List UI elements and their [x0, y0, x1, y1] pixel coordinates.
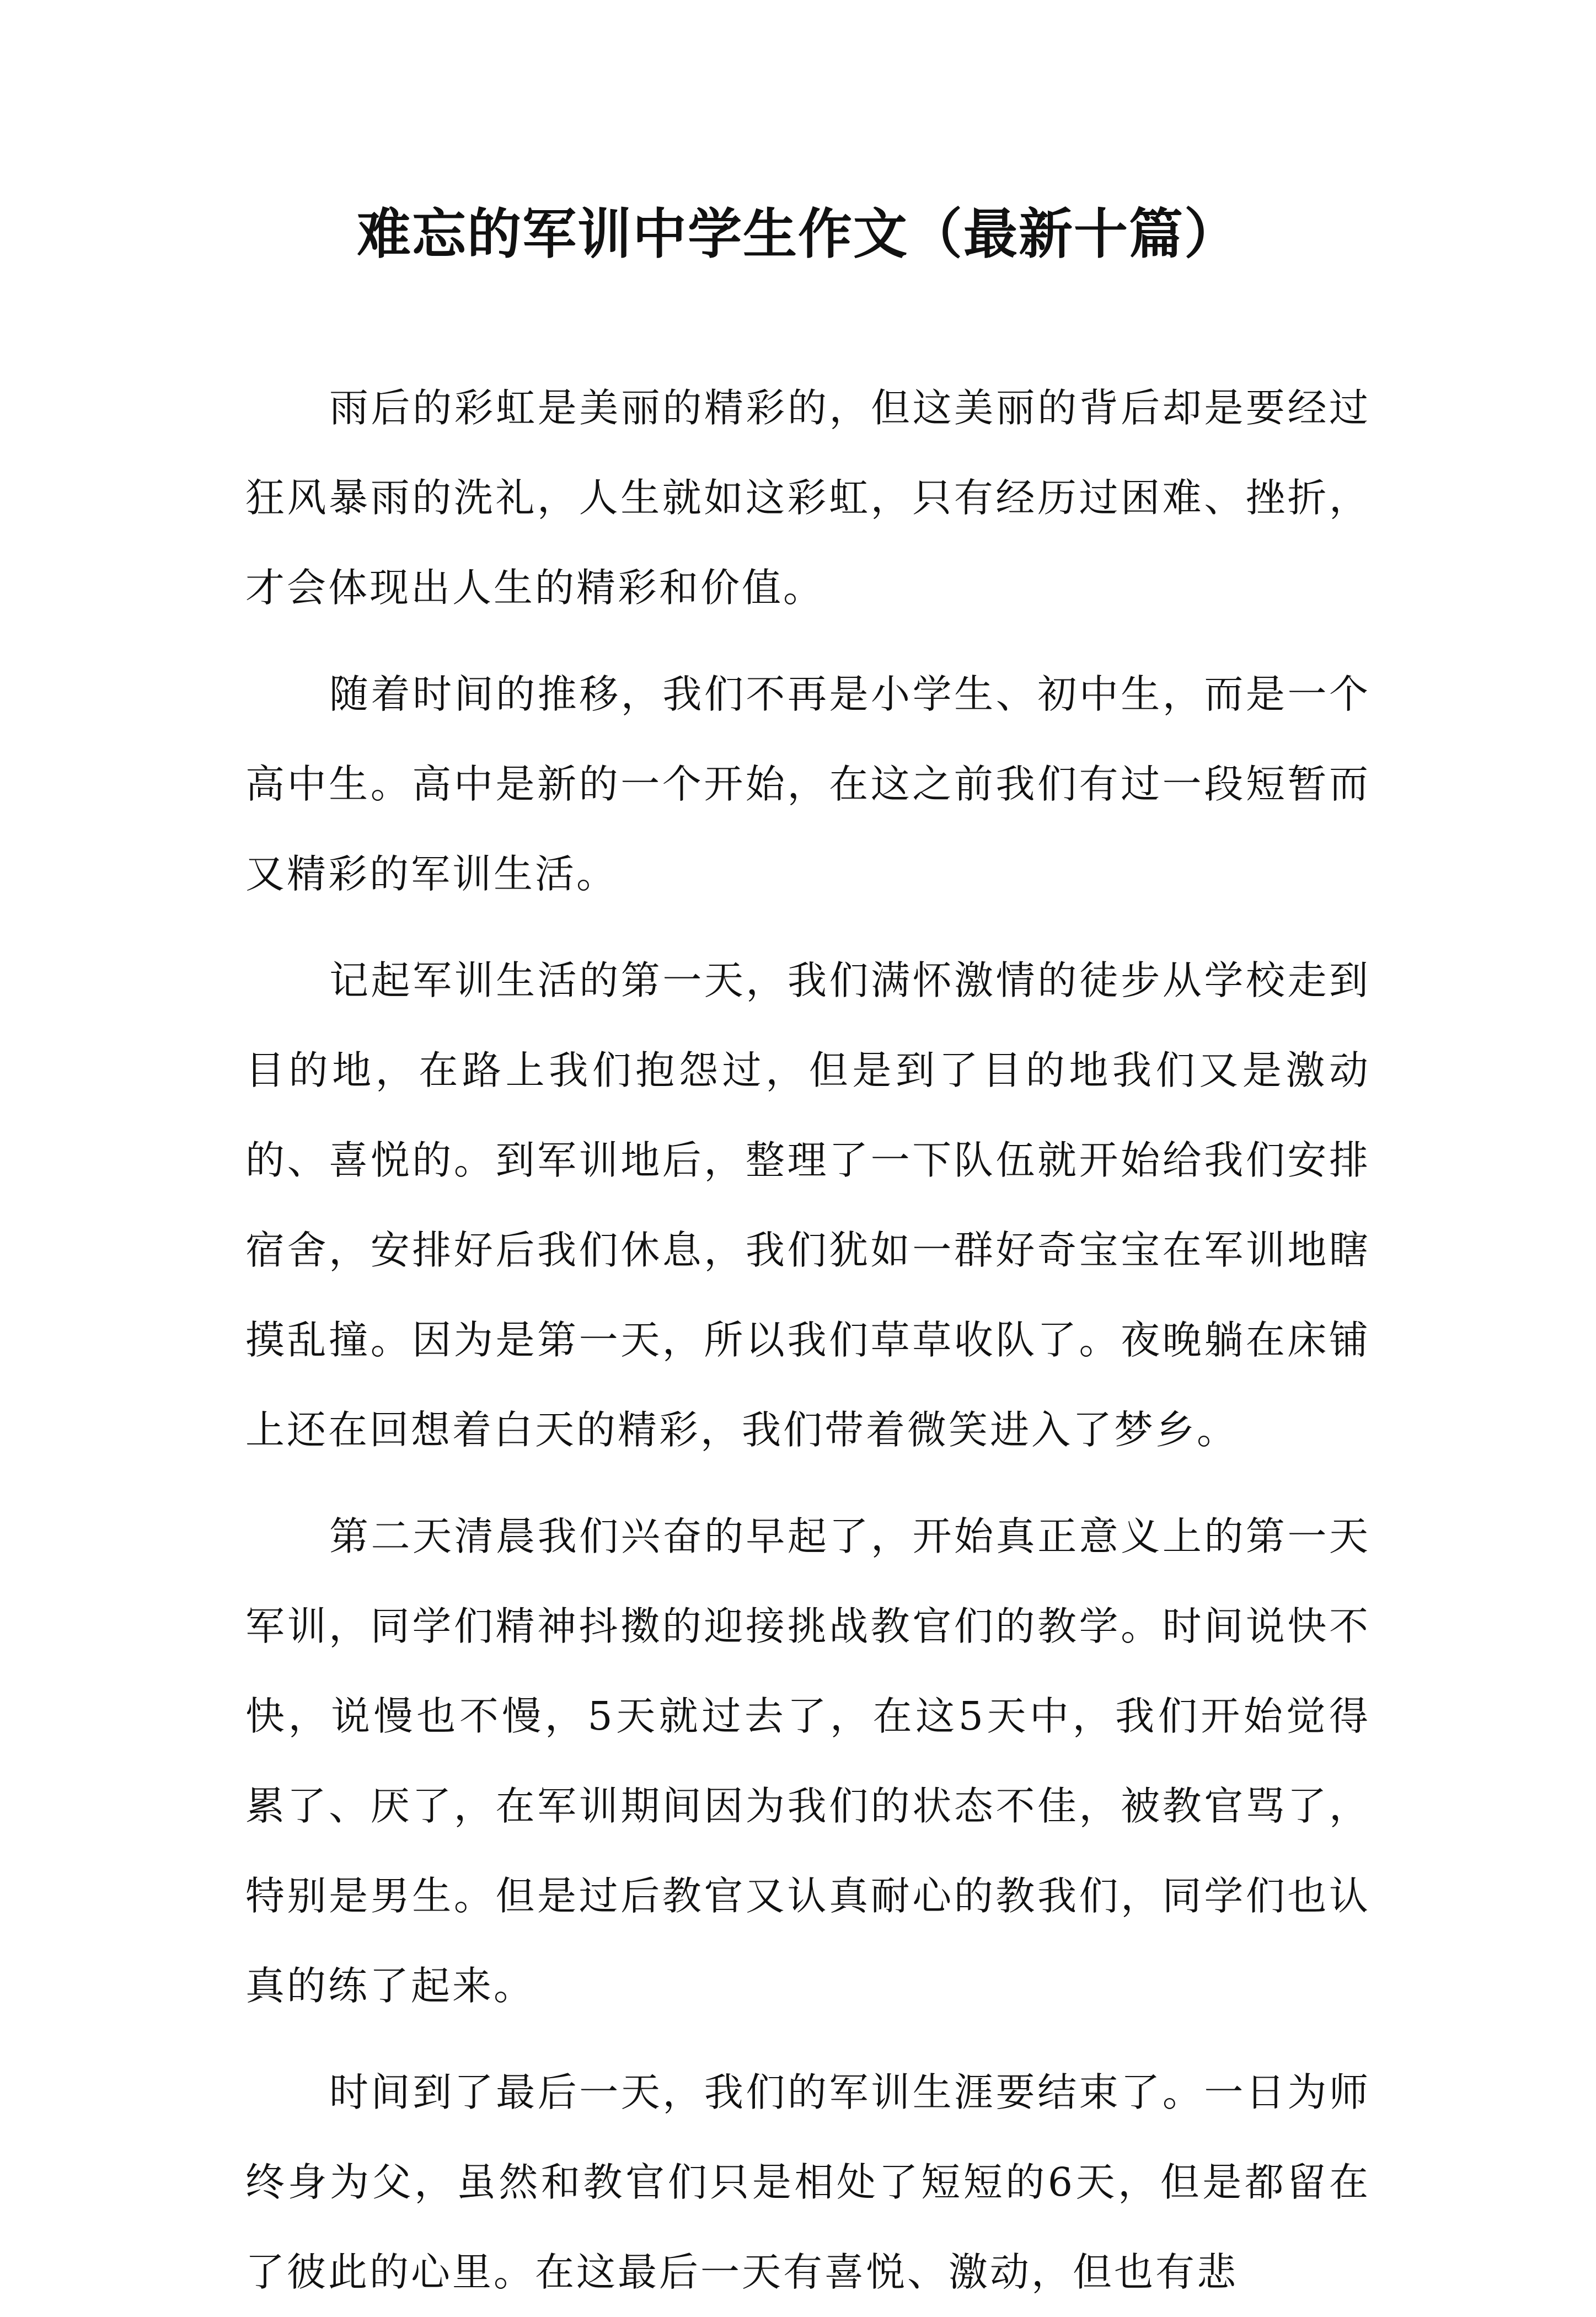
document-title: 难忘的军训中学生作文（最新十篇）: [356, 202, 1239, 266]
paragraph: 时间到了最后一天，我们的军训生涯要结束了。一日为师终身为父，虽然和教官们只是相处了短短的6天，但是都留在了彼此的心里。在这最后一天有喜悦、激动，但也有悲: [245, 2069, 1370, 2295]
paragraph: 雨后的彩虹是美丽的精彩的，但这美丽的背后却是要经过狂风暴雨的洗礼，人生就如这彩虹，只有经历过困难、挫折，才会体现出人生的精彩和价值。: [245, 385, 1370, 611]
paragraph: 记起军训生活的第一天，我们满怀激情的徒步从学校走到目的地，在路上我们抱怨过，但是到了目的地我们又是激动的、喜悦的。到军训地后，整理了一下队伍就开始给我们安排宿舍，安排好后我们休息，我们犹如一群好奇宝宝在军训地瞎摸乱撞。因为是第一天，所以我们草草收队了。夜晚躺在床铺上还在回想着白天的精彩，我们带着微笑进入了梦乡。: [245, 957, 1370, 1453]
paragraph: 第二天清晨我们兴奋的早起了，开始真正意义上的第一天军训，同学们精神抖擞的迎接挑战教官们的教学。时间说快不快，说慢也不慢，5天就过去了，在这5天中，我们开始觉得累了、厌了，在军训期间因为我们的状态不佳，被教官骂了，特别是男生。但是过后教官又认真耐心的教我们，同学们也认真的练了起来。: [245, 1513, 1370, 2009]
document-body: [245, 363, 1370, 2317]
paragraph: 随着时间的推移，我们不再是小学生、初中生，而是一个高中生。高中是新的一个开始，在这之前我们有过一段短暂而又精彩的军训生活。: [245, 671, 1370, 897]
